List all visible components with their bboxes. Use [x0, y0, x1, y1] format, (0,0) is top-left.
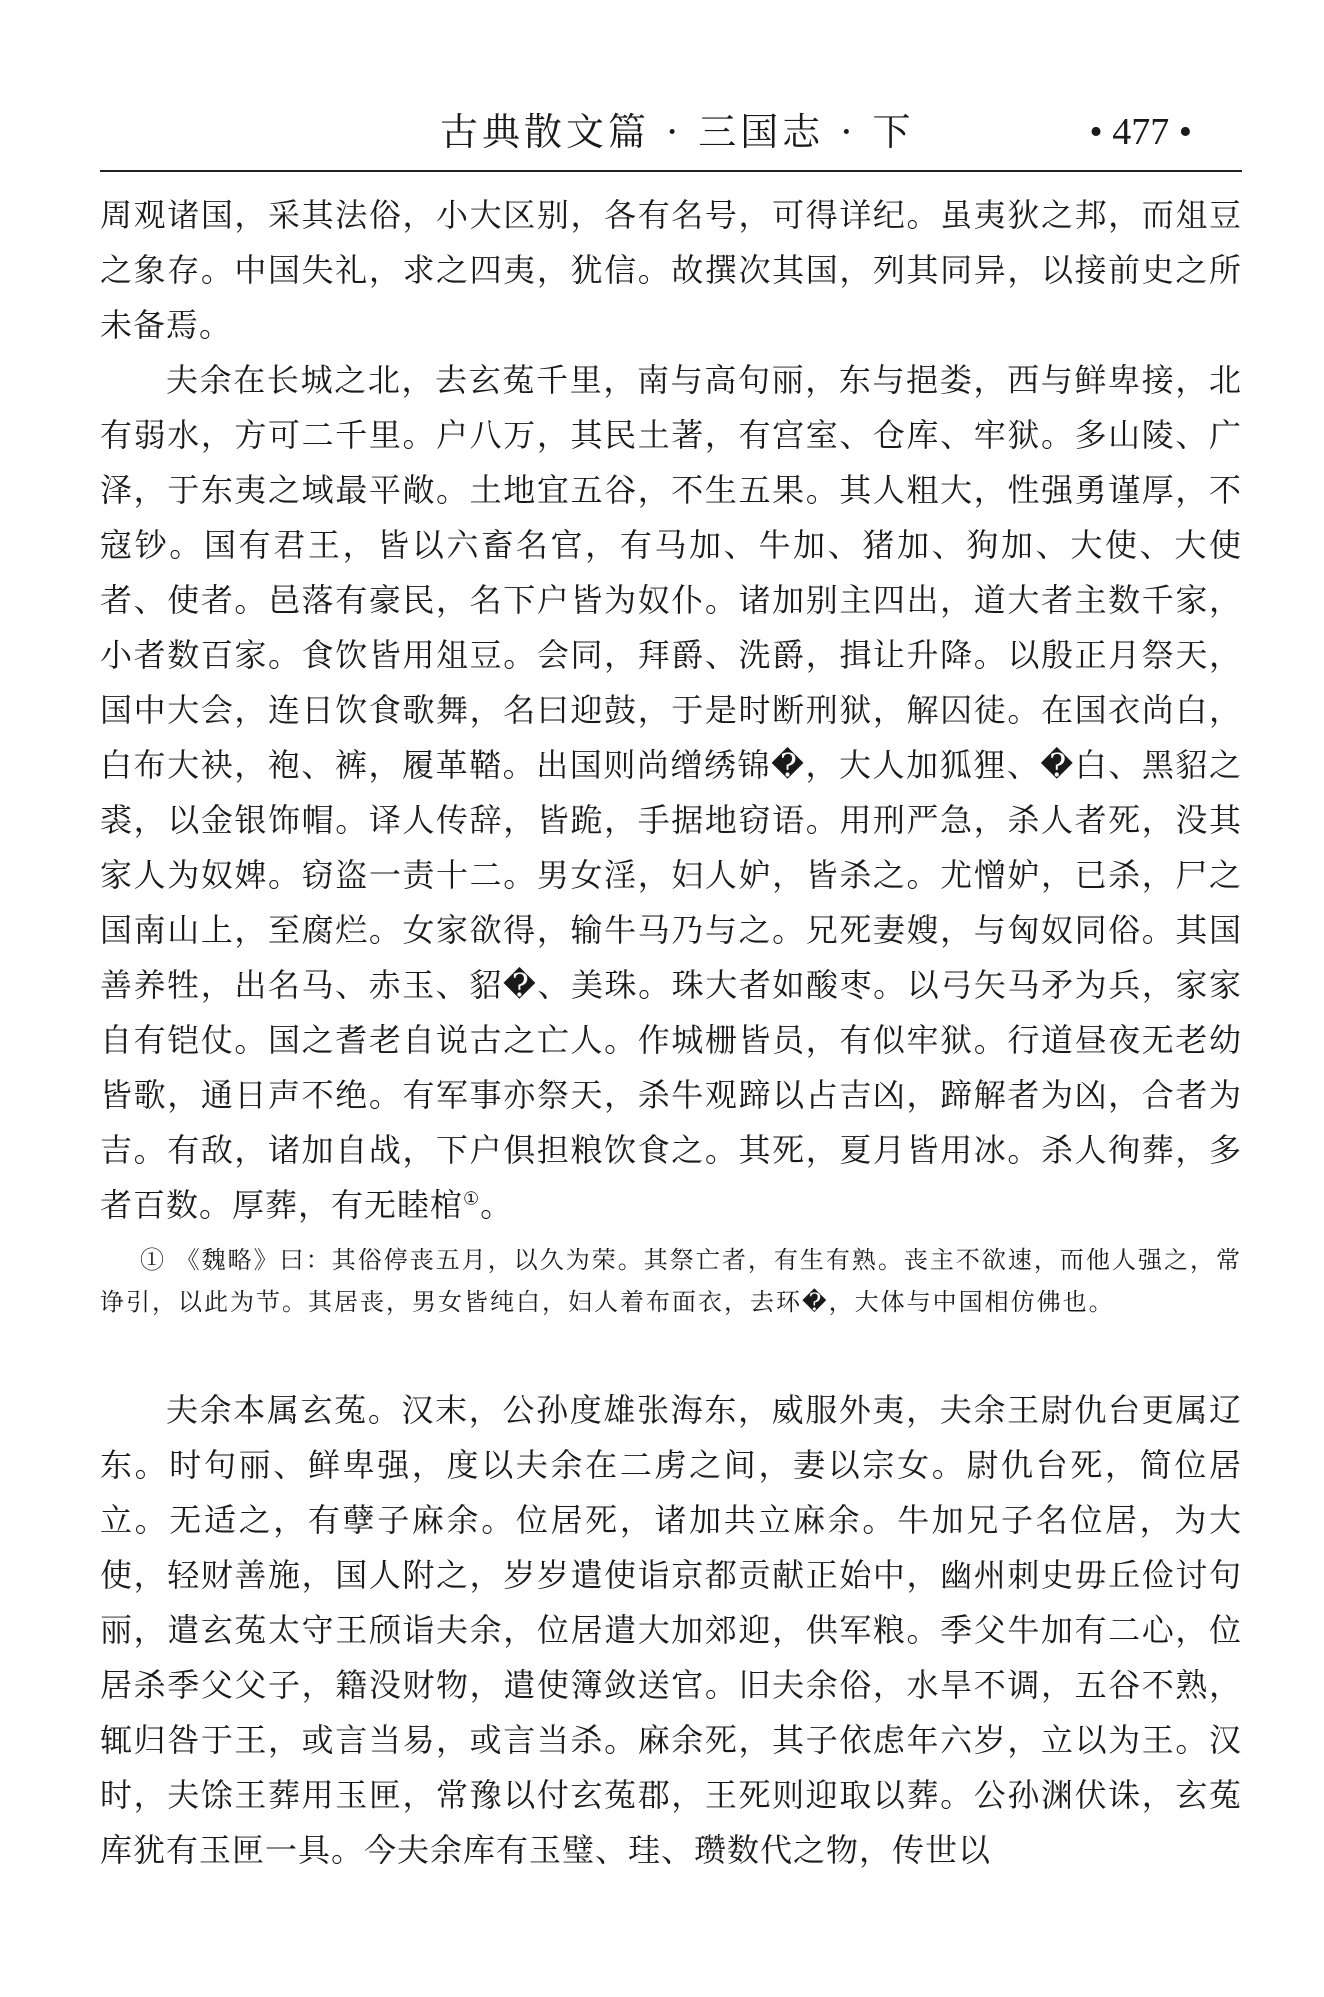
paragraph-fuyu-end: 。 — [480, 1186, 514, 1224]
section-gap — [100, 1323, 1242, 1383]
running-header — [100, 108, 1240, 168]
paragraph-fuyu-text: 夫余在长城之北，去玄菟千里，南与高句丽，东与挹娄，西与鲜卑接，北有弱水，方可二千里。户八万，其民土著，有宫室、仓库、牢狱。多山陵、广泽，于东夷之域最平敞。土地宜五谷，不生五果。其人粗大，性强勇谨厚，不寇钞。国有君王，皆以六畜名官，有马加、牛加、猪加、狗加、大使、大使者、使者。邑落有豪民，名下户皆为奴仆。诸加别主四出，道大者主数千家，小者数百家。食饮皆用俎豆。会同，拜爵、洗爵，揖让升降。以殷正月祭天，国中大会，连日饮食歌舞，名曰迎鼓，于是时断刑狱，解囚徒。在国衣尚白，白布大袂，袍、裤，履革鞜。出国则尚缯绣锦�，大人加狐狸、�白、黑貂之裘，以金银饰帽。译人传辞，皆跪，手据地窃语。用刑严急，杀人者死，没其家人为奴婢。窃盗一责十二。男女淫，妇人妒，皆杀之。尤憎妒，已杀，尸之国南山上，至腐烂。女家欲得，输牛马乃与之。兄死妻嫂，与匈奴同俗。其国善养牲，出名马、赤玉、貂�、美珠。珠大者如酸枣。以弓矢马矛为兵，家家自有铠仗。国之耆老自说古之亡人。作城栅皆员，有似牢狱。行道昼夜无老幼皆歌，通日声不绝。有军事亦祭天，杀牛观蹄以占吉凶，蹄解者为凶，合者为吉。有敌，诸加自战，下户俱担粮饮食之。其死，夏月皆用冰。杀人徇葬，多者百数。厚葬，有无睦棺 — [100, 361, 1242, 1224]
header-rule — [100, 170, 1242, 172]
paragraph-history: 夫余本属玄菟。汉末，公孙度雄张海东，威服外夷，夫余王尉仇台更属辽东。时句丽、鲜卑强，度以夫余在二虏之间，妻以宗女。尉仇台死，简位居立。无适之，有孽子麻余。位居死，诸加共立麻余。牛加兄子名位居，为大使，轻财善施，国人附之，岁岁遣使诣京都贡献正始中，幽州刺史毋丘俭讨句丽，遣玄菟太守王颀诣夫余，位居遣大加郊迎，供军粮。季父牛加有二心，位居杀季父父子，籍没财物，遣使簿敛送官。旧夫余俗，水旱不调，五谷不熟，辄归咎于王，或言当易，或言当杀。麻余死，其子依虑年六岁，立以为王。汉时，夫馀王葬用玉匣，常豫以付玄菟郡，王死则迎取以葬。公孙渊伏诛，玄菟库犹有玉匣一具。今夫余库有玉璧、珪、瓒数代之物，传世以 — [100, 1391, 1242, 1869]
page-number: • 477 • — [1089, 111, 1192, 153]
main-text — [100, 188, 1242, 1878]
paragraph-intro: 周观诸国，采其法俗，小大区别，各有名号，可得详纪。虽夷狄之邦，而俎豆之象存。中国失礼，求之四夷，犹信。故撰次其国，列其同异，以接前史之所未备焉。 — [100, 196, 1242, 344]
footnote: ① 《魏略》曰：其俗停丧五月，以久为荣。其祭亡者，有生有熟。丧主不欲速，而他人强之，常诤引，以此为节。其居丧，男女皆纯白，妇人着布面衣，去环�，大体与中国相仿佛也。 — [100, 1246, 1242, 1316]
footnote-marker: ① — [463, 1188, 481, 1210]
running-header-title: 古典散文篇 · 三国志 · 下 — [440, 110, 915, 154]
paragraph-fuyu — [100, 353, 1242, 1233]
